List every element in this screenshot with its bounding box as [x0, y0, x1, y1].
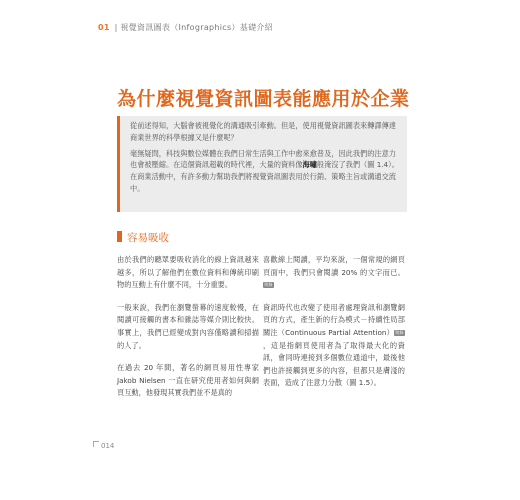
right-column [263, 254, 405, 400]
chapter-title: | 視覺資訊圖表（Infographics）基礎介紹 [114, 23, 273, 32]
intro-p2-bold: 海嘯 [302, 160, 317, 170]
running-header [98, 22, 273, 33]
right-p2-text-b: ，這是指網頁使用者為了取得最大化的資訊，會同時連接到多個數位通道中，最後他們也許接觸到更多的內容，但都只是膚淺的表面，造成了注意力分散（圖 1.5）。 [263, 340, 405, 388]
intro-paragraph-1: 從前述得知，大腦會被視覺化的溝通吸引牽動。但是，使用視覺資訊圖表來轉譯傳達商業世界的科學根據又是什麼呢？ [130, 121, 396, 142]
section-marker [117, 231, 122, 242]
right-paragraph-1 [263, 254, 405, 292]
right-p2-text-a: 資訊時代也改變了使用者處理資訊和瀏覽網頁的方式，產生新的行為模式－持續性局部關注（Continuous Partial Attention） [263, 302, 405, 337]
section-heading [117, 230, 169, 245]
section-title: 容易吸收 [127, 232, 169, 244]
corner-mark-icon [93, 441, 99, 447]
page-title: 為什麼視覺資訊圖表能應用於企業 [117, 88, 410, 110]
left-paragraph-3: 在過去 20 年間，著名的網頁易用性專家 Jakob Nielsen 一直在研究使用者如何與網頁互動，他發現其實我們並不是真的 [117, 363, 259, 398]
intro-text [130, 120, 400, 199]
left-column [117, 254, 259, 410]
intro-paragraph-2 [130, 148, 400, 195]
page-number [93, 441, 114, 450]
right-paragraph-2 [263, 302, 405, 390]
intro-p2-text-a: 毫無疑問，科技與數位媒體在我們日常生活與工作中愈來愈普及，因此我們的注意力也會被壓縮。在這個資訊超載的時代裡，大量的資料像 [130, 148, 396, 170]
right-p1-text: 喜歡線上閱讀，平均來說，一個常規的網頁頁面中，我們只會閱讀 20% 的文字而已。 [263, 255, 405, 277]
intro-box [117, 116, 407, 212]
chapter-number: 01 [98, 23, 110, 32]
intro-p2-text-b: 般淹沒了我們（圖 1.4）。在商業活動中，有許多動力幫助我們將視覺資訊圖表用於行銷、策略主旨或溝通交流中。 [130, 160, 399, 193]
page-number-text: 014 [101, 442, 115, 450]
left-paragraph-1: 由於我們的聽眾要吸收消化的線上資訊越來越多，所以了解他們在數位資料和傳統印刷物的互動上有什麼不同，十分重要。 [117, 255, 259, 290]
left-paragraph-2: 一般來說，我們在瀏覽螢幕的速度較慢，在閱讀可接觸的書本和雜誌等媒介則比較快。事實上，我們已經變成對內容僅略讀和掃描的人了。 [117, 302, 259, 350]
intro-accent-bar [117, 116, 120, 212]
reference-badge: 附錄 [395, 329, 404, 335]
reference-badge: 附錄 [264, 282, 273, 288]
